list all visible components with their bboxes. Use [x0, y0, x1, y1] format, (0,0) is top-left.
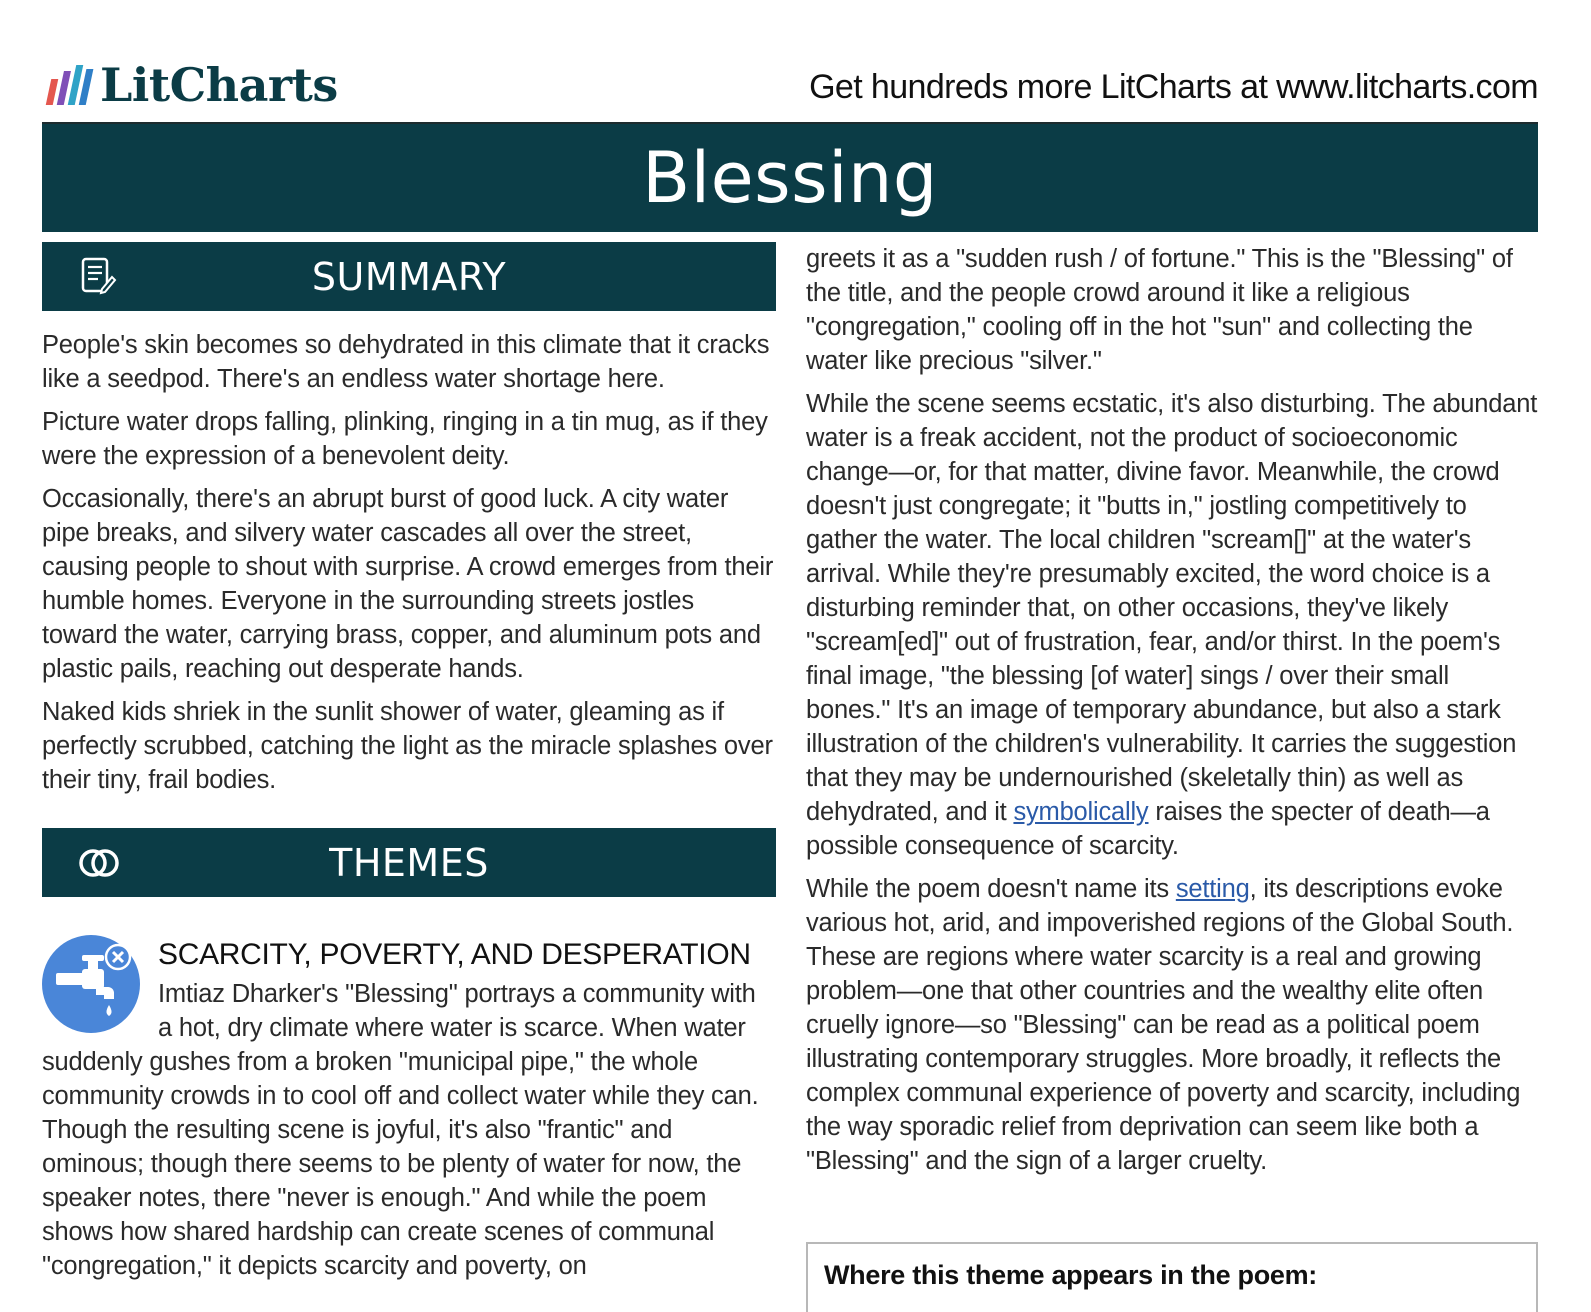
text-segment: , its descriptions evoke various hot, arid, and impoverished regions of the Global South. These are regions where water scarcity is a real and growing problem—one that other countries and the wealthy elite often cruelly ignore—so "Blessing" can be read as a political poem illustrating contemporary struggles. More broadly, it reflects the complex communal experience of poverty and scarcity, including the way sporadic relief from deprivation can seem like both a "Blessing" and the sign of a larger cruelty.	[806, 875, 1521, 1175]
text-segment: raises the specter of death—a possible consequence of scarcity.	[806, 798, 1490, 860]
symbolically-link[interactable]: symbolically	[1013, 798, 1149, 826]
themes-header	[42, 828, 776, 897]
summary-heading: SUMMARY	[311, 254, 507, 299]
litcharts-logo[interactable]	[50, 58, 338, 112]
text-segment: While the scene seems ecstatic, it's also disturbing. The abundant water is a freak accident, not the product of socioeconomic change—or, for that matter, divine favor. Meanwhile, the crowd doesn't just congregate; it "butts in," jostling competitively to gather the water. The local children "scream[]" at the water's arrival. While they're presumably excited, the word choice is a disturbing reminder that, on other occasions, they've likely "scream[ed]" out of frustration, fear, and/or thirst. In the poem's final image, "the blessing [of water] sings / over their small bones." It's an image of temporary abundance, but also a stark illustration of the children's vulnerability. It carries the suggestion that they may be undernourished (skeletally thin) as well as dehydrated, and it	[806, 390, 1538, 826]
header-tagline: Get hundreds more LitCharts at www.litcharts.com	[809, 68, 1538, 106]
theme-paragraph: greets it as a "sudden rush / of fortune." This is the "Blessing" of the title, and the people crowd around it like a religious "congregation," cooling off in the hot "sun" and collecting the water like precious "silver."	[806, 245, 1513, 375]
logo-text: LitCharts	[100, 58, 338, 112]
theme-scarcity	[42, 935, 776, 1283]
document-edit-icon	[78, 256, 120, 298]
themes-heading: THEMES	[329, 840, 489, 885]
left-column	[42, 242, 776, 1292]
theme-intro-paragraph: Imtiaz Dharker's "Blessing" portrays a community with a hot, dry climate where water is scarce. When water suddenly gushes from a broken "municipal pipe," the whole community crowds in to cool off and collect water while they can. Though the resulting scene is joyful, it's also "frantic" and ominous; though there seems to be plenty of water for now, the speaker notes, there "never is enough." And while the poem shows how shared hardship can create scenes of communal "congregation," it depicts scarcity and poverty, on	[42, 980, 759, 1280]
broken-faucet-icon	[42, 935, 140, 1033]
theme-title: SCARCITY, POVERTY, AND DESPERATION	[158, 938, 751, 971]
title-bar	[42, 124, 1538, 232]
summary-paragraph: Picture water drops falling, plinking, ringing in a tin mug, as if they were the expression of a benevolent deity.	[42, 408, 768, 470]
setting-link[interactable]: setting	[1175, 875, 1250, 903]
theme-paragraph	[806, 387, 1538, 863]
summary-paragraph: Occasionally, there's an abrupt burst of good luck. A city water pipe breaks, and silvery water cascades all over the street, causing people to shout with surprise. A crowd emerges from their humble homes. Everyone in the surrounding streets jostles toward the water, carrying brass, copper, and aluminum pots and plastic pails, reaching out desperate hands.	[42, 485, 774, 683]
summary-body	[42, 311, 776, 797]
summary-paragraph: People's skin becomes so dehydrated in this climate that it cracks like a seedpod. There's an endless water shortage here.	[42, 331, 770, 393]
right-column	[806, 242, 1538, 1187]
theme-paragraph	[806, 872, 1538, 1178]
page-header	[42, 58, 1538, 124]
page-title: Blessing	[642, 137, 938, 219]
where-box-title: Where this theme appears in the poem:	[824, 1260, 1318, 1290]
summary-paragraph: Naked kids shriek in the sunlit shower of water, gleaming as if perfectly scrubbed, catching the light as the miracle splashes over their tiny, frail bodies.	[42, 698, 773, 794]
summary-header	[42, 242, 776, 311]
text-segment: While the poem doesn't name its	[806, 875, 1176, 903]
interlocking-circles-icon	[78, 842, 120, 884]
theme-appearances-box	[806, 1242, 1538, 1312]
logo-bars-icon	[46, 65, 95, 105]
